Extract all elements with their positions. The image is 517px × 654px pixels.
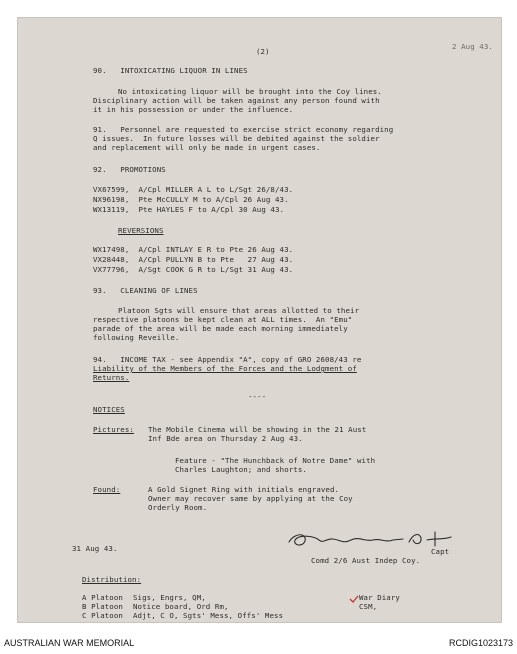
distribution-recipients: Notice board, Ord Rm, xyxy=(133,602,229,611)
reversions-heading: REVERSIONS xyxy=(118,226,164,235)
p91-line: Q issues. In future losses will be debited against the soldier xyxy=(93,134,380,143)
page-number: (2) xyxy=(256,47,270,56)
pictures-label: Pictures: xyxy=(93,425,134,434)
distribution-unit: B Platoon xyxy=(82,602,123,611)
found-line: A Gold Signet Ring with initials engraved. xyxy=(148,485,340,494)
p91-line: 91. Personnel are requested to exercise strict economy regarding xyxy=(93,125,394,134)
found-line: Owner may recover same by applying at the Coy xyxy=(148,494,353,503)
p93-heading: 93. CLEANING OF LINES xyxy=(93,286,198,295)
document-date: 31 Aug 43. xyxy=(72,544,118,553)
notices-heading: NOTICES xyxy=(93,405,125,414)
separator: ---- xyxy=(248,392,267,401)
signatory-appointment: Comd 2/6 Aust Indep Coy. xyxy=(311,556,421,565)
p90-line: No intoxicating liquor will be brought into the Coy lines. xyxy=(118,87,382,96)
reversion-entry: VX28448, A/Cpl PULLYN B to Pte 27 Aug 43. xyxy=(93,255,294,264)
promotion-entry: NX96198, Pte McCULLY M to A/Cpl 26 Aug 43. xyxy=(93,195,289,204)
footer-source: AUSTRALIAN WAR MEMORIAL xyxy=(4,638,135,648)
distribution-recipients: Adjt, C O, Sgts' Mess, Offs' Mess xyxy=(133,611,284,620)
distribution-heading: Distribution: xyxy=(82,575,142,584)
p93-line: Platoon Sgts will ensure that areas allotted to their xyxy=(118,306,360,315)
war-diary: War Diary xyxy=(359,593,400,602)
p90-heading: 90. INTOXICATING LIQUOR IN LINES xyxy=(93,66,248,75)
p94-line: Liability of the Members of the Forces and the Lodgment of xyxy=(93,364,357,373)
p94-line: Returns. xyxy=(93,373,130,382)
distribution-unit: A Platoon xyxy=(82,593,123,602)
p90-line: Disciplinary action will be taken against any person found with xyxy=(93,96,380,105)
feature-line: Charles Laughton; and shorts. xyxy=(175,465,307,474)
distribution-unit: C Platoon xyxy=(82,611,123,620)
csm: CSM, xyxy=(359,602,378,611)
promotion-entry: WX13119, Pte HAYLES F to A/Cpl 30 Aug 43. xyxy=(93,205,285,214)
reversion-entry: WX17498, A/Cpl INTLAY E R to Pte 26 Aug 43. xyxy=(93,245,294,254)
p93-line: following Reveille. xyxy=(93,333,180,342)
promotion-entry: VX67599, A/Cpl MILLER A L to L/Sgt 26/8/43. xyxy=(93,185,294,194)
signatory-rank: Capt xyxy=(431,547,450,556)
bleed-through-text: 2 Aug 43. xyxy=(452,42,493,51)
red-tick-mark xyxy=(349,595,359,603)
p93-line: parade of the area will be made each morning immediately xyxy=(93,324,348,333)
p93-line: respective platoons be kept clean at ALL times. An "Emu" xyxy=(93,315,353,324)
p92-heading: 92. PROMOTIONS xyxy=(93,165,166,174)
feature-line: Feature - "The Hunchback of Notre Dame" with xyxy=(175,456,376,465)
pictures-line: Inf Bde area on Thursday 2 Aug 43. xyxy=(148,434,303,443)
distribution-recipients: Sigs, Engrs, QM, xyxy=(133,593,206,602)
p90-line: it in his possession or under the influence. xyxy=(93,105,294,114)
pictures-line: The Mobile Cinema will be showing in the 21 Aust xyxy=(148,425,367,434)
found-line: Orderly Room. xyxy=(148,503,208,512)
footer-record-id: RCDIG1023173 xyxy=(448,638,513,648)
p91-line: and replacement will only be made in urgent cases. xyxy=(93,143,321,152)
p94-line: 94. INCOME TAX - see Appendix "A", copy of GRO 2608/43 re xyxy=(93,355,362,364)
reversion-entry: VX77796, A/Sgt COOK G R to L/Sgt 31 Aug 43. xyxy=(93,265,294,274)
found-label: Found: xyxy=(93,485,121,494)
